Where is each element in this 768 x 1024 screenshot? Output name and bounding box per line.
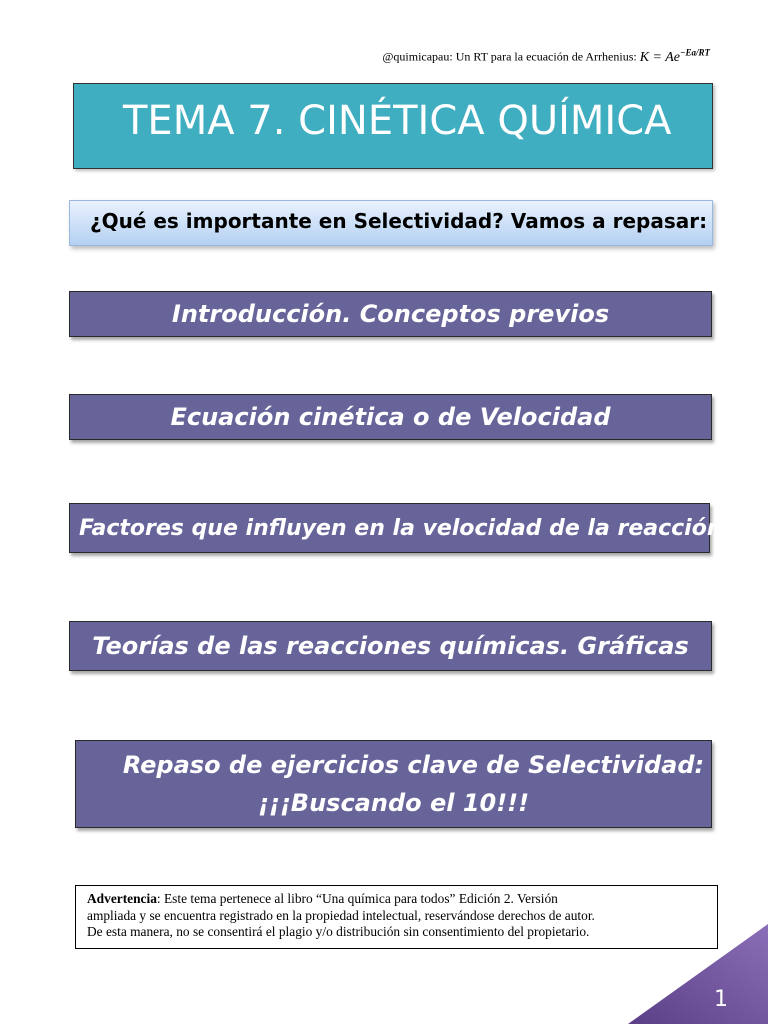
arrhenius-formula (639, 47, 710, 65)
arrhenius-formula-base: K = Ae (639, 49, 681, 65)
topic-label: Teorías de las reacciones químicas. Gráficas (92, 632, 689, 660)
topic-introduccion (69, 291, 712, 337)
page-number: 1 (714, 987, 728, 1012)
title-banner (73, 83, 713, 169)
topic-label: Ecuación cinética o de Velocidad (170, 403, 611, 431)
warning-line-1-text: : Este tema pertenece al libro “Una química para todos” Edición 2. Versión (156, 891, 558, 906)
corner-triangle-decoration (628, 924, 768, 1024)
copyright-warning (75, 885, 718, 949)
arrhenius-formula-exponent: −Ea/RT (680, 47, 710, 57)
warning-label: Advertencia (87, 891, 157, 906)
intro-banner (69, 200, 713, 246)
warning-line-2: ampliada y se encuentra registrado en la propiedad intelectual, reservándose derechos de autor. (87, 907, 595, 923)
topic-repaso-ejercicios (75, 740, 712, 828)
header-note-text: @quimicapau: Un RT para la ecuación de Arrhenius: (382, 49, 637, 64)
topic-label: Factores que influyen en la velocidad de la reacción (79, 515, 723, 541)
topic-factores (69, 503, 723, 553)
topic-ecuacion-cinetica (69, 394, 712, 440)
review-line-2: ¡¡¡Buscando el 10!!! (257, 789, 530, 817)
review-line-1: Repaso de ejercicios clave de Selectividad: (122, 751, 705, 779)
topic-label: Introducción. Conceptos previos (171, 300, 610, 328)
warning-line-1 (87, 891, 717, 908)
warning-line-3: De esta manera, no se consentirá el plagio y/o distribución sin consentimiento del propietario. (87, 924, 590, 939)
topic-teorias (69, 621, 712, 671)
intro-question: ¿Qué es importante en Selectividad? Vamos a repasar: (90, 209, 708, 233)
header-note (382, 47, 710, 66)
page-title: TEMA 7. CINÉTICA QUÍMICA (123, 98, 672, 144)
